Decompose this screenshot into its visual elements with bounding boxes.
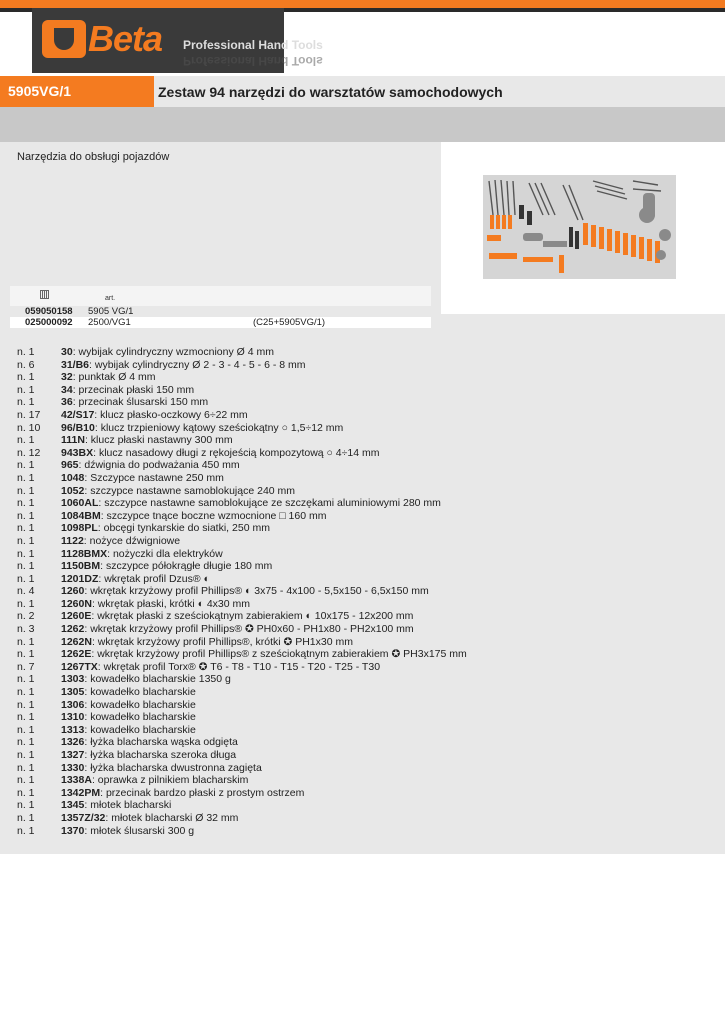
item-description: [61, 396, 208, 409]
item-description: [61, 736, 238, 749]
item-quantity: n. 1: [17, 509, 35, 522]
tool-list-item: [0, 623, 725, 636]
tool-set-photo: [483, 175, 676, 279]
item-quantity: n. 1: [17, 547, 35, 560]
item-quantity: n. 1: [17, 459, 35, 472]
tool-list-item: [0, 711, 725, 724]
tool-list-item: [0, 825, 725, 838]
item-quantity: n. 1: [17, 774, 35, 787]
item-description: [61, 598, 250, 611]
item-code: 1084BM: [61, 509, 101, 522]
tool-list-item: [0, 485, 725, 498]
item-quantity: n. 1: [17, 799, 35, 812]
item-description: [61, 686, 196, 699]
tool-list-item: [0, 736, 725, 749]
item-code: 1260E: [61, 610, 92, 623]
product-code: 5905VG/1: [8, 83, 72, 99]
item-description: [61, 548, 223, 561]
item-text: : wkrętak krzyżowy profil Phillips® z sześciokątnym zabierakiem ✪ PH3x175 mm: [91, 648, 467, 661]
item-code: 1310: [61, 711, 85, 724]
content-panel: [0, 142, 725, 854]
item-code: 1122: [61, 534, 84, 547]
tool-list-item: [0, 610, 725, 623]
tool-list-item: [0, 812, 725, 825]
item-code: 1313: [61, 723, 85, 736]
item-code: 96/B10: [61, 421, 95, 434]
tool-list-item: [0, 661, 725, 674]
item-quantity: n. 1: [17, 383, 35, 396]
item-code: 1260: [61, 585, 85, 598]
tool-list-item: [0, 560, 725, 573]
category-subtitle: Narzędzia do obsługi pojazdów: [17, 151, 170, 163]
item-description: [61, 673, 231, 686]
item-description: [61, 724, 196, 737]
tool-list-item: [0, 472, 725, 485]
item-quantity: n. 1: [17, 597, 35, 610]
item-text: : łyżka blacharska wąska odgięta: [84, 736, 238, 749]
tool-list-item: [0, 409, 725, 422]
tool-list-item: [0, 774, 725, 787]
item-code: 1262N: [61, 635, 92, 648]
item-code: 30: [61, 346, 73, 358]
item-code: 1370: [61, 824, 85, 837]
tool-list-item: [0, 497, 725, 510]
item-description: [61, 434, 233, 447]
item-quantity: n. 1: [17, 824, 35, 837]
item-description: [61, 472, 224, 485]
product-header: [0, 76, 725, 107]
item-code: 1338A: [61, 774, 92, 787]
item-description: [61, 359, 306, 372]
item-description: [61, 409, 248, 422]
tool-list-item: [0, 724, 725, 737]
item-code: 42/S17: [61, 408, 95, 421]
tool-list-item: [0, 548, 725, 561]
item-code: 1305: [61, 686, 85, 699]
item-code: 34: [61, 383, 73, 396]
tool-list-item: [0, 384, 725, 397]
tool-list-item: [0, 510, 725, 523]
item-text: : wybijak cylindryczny wzmocniony Ø 4 mm: [72, 346, 274, 358]
tool-list-item: [0, 686, 725, 699]
item-quantity: n. 1: [17, 396, 35, 409]
tool-list-item: [0, 371, 725, 384]
item-code: 1048: [61, 471, 85, 484]
item-description: [61, 560, 272, 573]
item-description: [61, 459, 240, 472]
item-quantity: n. 7: [17, 660, 35, 673]
item-description: [61, 497, 441, 510]
item-code: 1267TX: [61, 660, 98, 673]
item-quantity: n. 1: [17, 560, 35, 573]
item-description: [61, 623, 414, 636]
item-code: 1327: [61, 749, 85, 761]
item-quantity: n. 1: [17, 673, 35, 686]
item-text: : klucz płaski nastawny 300 mm: [84, 434, 233, 447]
item-code: 111N: [61, 434, 85, 447]
item-text: : klucz płasko-oczkowy 6÷22 mm: [94, 408, 248, 421]
tool-set-illustration: [483, 175, 676, 279]
item-quantity: n. 1: [17, 686, 35, 699]
item-description: [61, 422, 343, 435]
item-text: : wkrętak płaski z sześciokątnym zabierakiem ◐ 10x175 - 12x200 mm: [91, 610, 414, 623]
item-text: : oprawka z pilnikiem blacharskim: [91, 774, 249, 787]
item-description: [61, 346, 274, 359]
item-quantity: n. 1: [17, 698, 35, 711]
item-description: [61, 749, 236, 762]
article-code: 059050158: [25, 306, 73, 317]
item-text: : kowadełko blacharskie: [84, 723, 196, 736]
item-text: : młotek blacharski: [84, 799, 172, 812]
article-table: [10, 286, 431, 328]
item-code: 1345: [61, 799, 85, 812]
item-text: : klucz nasadowy długi z rękojeścią kompozytową ○ 4÷14 mm: [93, 446, 380, 459]
product-code-box: [0, 76, 154, 107]
item-description: [61, 485, 295, 498]
item-code: 943BX: [61, 446, 94, 459]
item-description: [61, 762, 262, 775]
item-quantity: n. 1: [17, 346, 35, 358]
item-text: : kowadełko blacharskie 1350 g: [84, 673, 231, 686]
item-description: [61, 774, 248, 787]
item-text: : wkrętak krzyżowy profil Phillips® ◐ 3x75 - 4x100 - 5,5x150 - 6,5x150 mm: [84, 585, 429, 598]
item-text: : punktak Ø 4 mm: [72, 371, 156, 384]
item-code: 32: [61, 371, 73, 384]
item-code: 1098PL: [61, 522, 98, 535]
product-title: Zestaw 94 narzędzi do warsztatów samochodowych: [158, 84, 503, 100]
item-quantity: n. 1: [17, 736, 35, 749]
item-quantity: n. 17: [17, 408, 41, 421]
barcode-icon: [40, 290, 49, 299]
item-code: 31/B6: [61, 358, 90, 371]
item-code: 1201DZ: [61, 572, 99, 585]
item-text: : szczypce nastawne samoblokujące ze szczękami aluminiowymi 280 mm: [98, 497, 441, 510]
article-number: 5905 VG/1: [88, 306, 134, 317]
item-description: [61, 636, 353, 649]
tool-list-item: [0, 447, 725, 460]
item-description: [61, 825, 194, 838]
item-quantity: n. 1: [17, 749, 35, 761]
article-header-label: art.: [105, 295, 116, 302]
item-description: [61, 711, 196, 724]
item-text: : młotek blacharski Ø 32 mm: [105, 811, 239, 824]
item-text: : wkrętak krzyżowy profil Phillips® ✪ PH0x60 - PH1x80 - PH2x100 mm: [84, 623, 414, 636]
item-code: 36: [61, 396, 73, 409]
tool-list: [0, 346, 725, 837]
item-text: : wkrętak krzyżowy profil Phillips®, krótki ✪ PH1x30 mm: [91, 635, 353, 648]
item-description: [61, 661, 380, 674]
item-text: : klucz trzpieniowy kątowy sześciokątny ○ 1,5÷12 mm: [94, 421, 344, 434]
item-text: : obcęgi tynkarskie do siatki, 250 mm: [97, 522, 270, 535]
item-text: : kowadełko blacharskie: [84, 698, 196, 711]
article-row: [10, 306, 431, 317]
divider-band: [0, 107, 725, 142]
item-text: : wybijak cylindryczny Ø 2 - 3 - 4 - 5 - 6 - 8 mm: [89, 358, 306, 371]
item-code: 1150BM: [61, 560, 101, 573]
item-text: : nożyczki dla elektryków: [107, 547, 223, 560]
item-text: : przecinak bardzo płaski z prostym ostrzem: [100, 786, 305, 799]
tool-list-item: [0, 434, 725, 447]
item-code: 1342PM: [61, 786, 101, 799]
item-description: [61, 510, 326, 523]
item-description: [61, 799, 171, 812]
item-quantity: n. 1: [17, 572, 35, 585]
tool-list-item: [0, 787, 725, 800]
item-text: : kowadełko blacharskie: [84, 711, 196, 724]
item-code: 1260N: [61, 597, 92, 610]
item-code: 1052: [61, 484, 85, 497]
item-quantity: n. 10: [17, 421, 41, 434]
item-text: : łyżka blacharska dwustronna zagięta: [84, 761, 262, 774]
item-quantity: n. 1: [17, 534, 35, 547]
item-text: : dźwignia do podważania 450 mm: [78, 459, 240, 472]
article-code: 025000092: [25, 317, 73, 328]
item-text: : wkrętak płaski, krótki ◐ 4x30 mm: [91, 597, 251, 610]
item-quantity: n. 4: [17, 585, 35, 598]
item-quantity: n. 1: [17, 648, 35, 661]
tool-list-item: [0, 673, 725, 686]
item-description: [61, 812, 238, 825]
item-quantity: n. 12: [17, 446, 41, 459]
item-text: : Szczypce nastawne 250 mm: [84, 471, 224, 484]
item-description: [61, 371, 156, 384]
tool-list-item: [0, 648, 725, 661]
item-text: : szczypce tnące boczne wzmocnione □ 160 mm: [100, 509, 327, 522]
item-text: : przecinak płaski 150 mm: [72, 383, 195, 396]
brand-logo: [32, 8, 323, 73]
item-code: 1060AL: [61, 497, 99, 510]
item-description: [61, 573, 210, 586]
item-code: 1306: [61, 698, 85, 711]
item-description: [61, 610, 413, 623]
item-text: : szczypce nastawne samoblokujące 240 mm: [84, 484, 296, 497]
item-code: 965: [61, 459, 79, 472]
item-code: 1262E: [61, 648, 92, 661]
item-text: : młotek ślusarski 300 g: [84, 824, 195, 837]
tool-list-item: [0, 346, 725, 359]
tool-list-item: [0, 762, 725, 775]
item-quantity: n. 1: [17, 786, 35, 799]
item-quantity: n. 1: [17, 434, 35, 447]
item-description: [61, 585, 429, 598]
article-table-header: [10, 286, 431, 306]
item-quantity: n. 1: [17, 761, 35, 774]
item-quantity: n. 1: [17, 371, 35, 384]
item-description: [61, 535, 180, 548]
tool-list-item: [0, 699, 725, 712]
tool-list-item: [0, 799, 725, 812]
item-code: 1128BMX: [61, 547, 108, 560]
article-note: (C25+5905VG/1): [253, 317, 326, 328]
item-text: : nożyce dźwigniowe: [83, 534, 181, 547]
item-quantity: n. 1: [17, 635, 35, 648]
item-code: 1303: [61, 673, 85, 686]
tool-list-item: [0, 396, 725, 409]
item-quantity: n. 6: [17, 358, 35, 371]
item-code: 1330: [61, 761, 85, 774]
tool-list-item: [0, 573, 725, 586]
item-code: 1262: [61, 623, 85, 636]
item-text: : wkrętak profil Dzus® ◐: [98, 572, 210, 585]
tool-list-item: [0, 422, 725, 435]
item-description: [61, 787, 304, 800]
item-quantity: n. 1: [17, 811, 35, 824]
item-code: 1326: [61, 736, 85, 749]
item-quantity: n. 1: [17, 484, 35, 497]
tool-list-item: [0, 749, 725, 762]
item-text: : szczypce półokrągłe długie 180 mm: [100, 560, 273, 573]
item-text: : wkrętak profil Torx® ✪ T6 - T8 - T10 - T15 - T20 - T25 - T30: [97, 660, 381, 673]
tool-list-item: [0, 535, 725, 548]
tool-list-item: [0, 585, 725, 598]
photo-panel: [441, 142, 725, 314]
brand-tagline-reflection: Professional Hand Tools: [183, 54, 323, 68]
tool-list-item: [0, 522, 725, 535]
item-text: : przecinak ślusarski 150 mm: [72, 396, 209, 409]
item-description: [61, 699, 196, 712]
beta-emblem-icon: [42, 20, 86, 58]
item-text: : kowadełko blacharskie: [84, 686, 196, 699]
item-quantity: n. 2: [17, 610, 35, 623]
item-description: [61, 648, 467, 661]
item-text: : łyżka blacharska szeroka długa: [84, 749, 237, 761]
item-quantity: n. 1: [17, 723, 35, 736]
tool-list-item: [0, 459, 725, 472]
top-accent-bar: [0, 0, 725, 8]
item-quantity: n. 1: [17, 471, 35, 484]
brand-name: Beta: [88, 18, 163, 59]
tool-list-item: [0, 636, 725, 649]
item-quantity: n. 1: [17, 522, 35, 535]
tool-list-item: [0, 359, 725, 372]
article-row: [10, 317, 431, 328]
item-description: [61, 384, 194, 397]
item-description: [61, 447, 380, 460]
article-number: 2500/VG1: [88, 317, 131, 328]
item-description: [61, 522, 270, 535]
brand-tagline: Professional Hand Tools: [183, 38, 323, 52]
item-quantity: n. 1: [17, 711, 35, 724]
item-code: 1357Z/32: [61, 811, 106, 824]
tool-list-item: [0, 598, 725, 611]
item-quantity: n. 1: [17, 497, 35, 510]
item-quantity: n. 3: [17, 623, 35, 636]
